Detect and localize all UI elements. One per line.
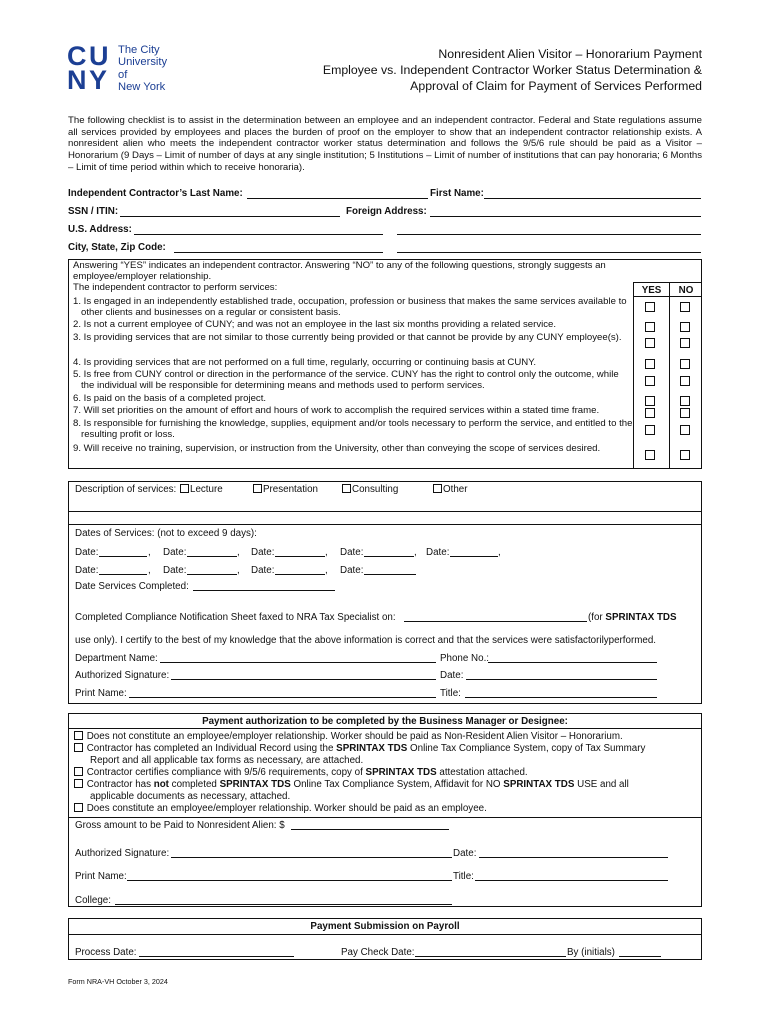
- option-not-employee[interactable]: [74, 731, 623, 743]
- cuny-logo-text: [118, 44, 167, 94]
- gross-amount-field[interactable]: [291, 829, 449, 830]
- payroll-heading: Payment Submission on Payroll: [310, 921, 460, 932]
- date-label: Date:: [251, 565, 275, 576]
- city-state-zip-label: City, State, Zip Code:: [68, 242, 166, 253]
- pay-check-date-label: Pay Check Date:: [341, 947, 415, 958]
- question-5: 5. Is free from CUNY control or direction in the performance of the service. CUNY has the right to control only the outcome, while the individual will be responsible for determining means and methods used to perform services.: [73, 369, 619, 391]
- title-field[interactable]: [465, 697, 657, 698]
- us-address-field[interactable]: [134, 234, 383, 235]
- consulting-checkbox[interactable]: [342, 484, 351, 493]
- other-label: Other: [443, 484, 468, 495]
- q3-yes-checkbox[interactable]: [645, 338, 655, 348]
- first-name-label: First Name:: [430, 188, 484, 199]
- q8-yes-checkbox[interactable]: [645, 425, 655, 435]
- presentation-label: Presentation: [263, 484, 319, 495]
- question-4: 4. Is providing services that are not performed on a full time, regularly, occurring or continuing basis at CUNY.: [73, 357, 537, 368]
- dates-of-services-label: Dates of Services: (not to exceed 9 days):: [75, 528, 257, 539]
- service-date-4-field[interactable]: [364, 556, 414, 557]
- date-separator: ,: [148, 547, 151, 558]
- logo-letter-y: Y: [89, 65, 107, 95]
- date-label: Date:: [251, 547, 275, 558]
- date-label: Date:: [75, 565, 99, 576]
- service-date-3-field[interactable]: [275, 556, 325, 557]
- question-6: 6. Is paid on the basis of a completed project.: [73, 393, 267, 404]
- not-text: not: [153, 779, 169, 790]
- not-completed-text-line2: applicable documents as necessary, attached.: [90, 791, 291, 802]
- q2-yes-checkbox[interactable]: [645, 322, 655, 332]
- payment-auth-print-name-label: Print Name:: [75, 871, 127, 882]
- not-completed-text: Contractor has: [86, 779, 154, 790]
- question-8: 8. Is responsible for furnishing the knowledge, supplies, equipment and/or tools necessary to perform the service, and entitled to the resulting profit or loss.: [73, 418, 633, 440]
- payment-auth-print-name-field[interactable]: [127, 880, 452, 881]
- individual-record-text: Contractor has completed an Individual Record using the: [86, 743, 337, 754]
- q7-no-checkbox[interactable]: [680, 408, 690, 418]
- by-initials-label: By (initials): [567, 947, 615, 958]
- individual-record-text-tail: Online Tax Compliance System, copy of Tax Summary: [407, 743, 646, 754]
- service-date-9-field[interactable]: [364, 574, 416, 575]
- date-separator: ,: [237, 565, 240, 576]
- foreign-address-field-line3[interactable]: [397, 252, 701, 253]
- date-services-completed-label: Date Services Completed:: [75, 581, 189, 592]
- payment-auth-date-label: Date:: [453, 848, 477, 859]
- individual-record-checkbox[interactable]: [74, 743, 83, 752]
- sprintax-tds-text: SPRINTAX TDS: [336, 743, 408, 754]
- payroll-heading-divider: [68, 934, 702, 935]
- service-date-8-field[interactable]: [275, 574, 325, 575]
- logo-letter-n: N: [67, 65, 86, 95]
- date-label: Date:: [163, 547, 187, 558]
- service-date-2-field[interactable]: [187, 556, 237, 557]
- individual-record-text-line2: Report and all applicable tax forms as necessary, are attached.: [90, 755, 364, 766]
- yes-column-header: YES: [641, 285, 662, 296]
- not-completed-mid: completed: [168, 779, 220, 790]
- process-date-label: Process Date:: [75, 947, 137, 958]
- title-label: Title:: [440, 688, 461, 699]
- yes-no-header-top: [633, 282, 702, 283]
- is-employee-text: Does constitute an employee/employer relationship. Worker should be paid as an employee.: [86, 803, 487, 814]
- q5-yes-checkbox[interactable]: [645, 376, 655, 386]
- college-label: College:: [75, 895, 111, 906]
- lecture-label: Lecture: [190, 484, 223, 495]
- payment-auth-heading-divider: [68, 728, 702, 729]
- not-completed-tail: USE and all: [574, 779, 629, 790]
- date-separator: ,: [414, 547, 417, 558]
- consulting-option[interactable]: [342, 484, 398, 496]
- certifies-compliance-tail: attestation attached.: [436, 767, 528, 778]
- checklist-prompt: The independent contractor to perform services:: [73, 282, 278, 293]
- header-title-line1: Nonresident Alien Visitor – Honorarium Payment: [438, 47, 702, 61]
- option-certifies-compliance[interactable]: [74, 767, 528, 779]
- payment-auth-signature-label: Authorized Signature:: [75, 848, 170, 859]
- no-column-header: NO: [678, 285, 694, 296]
- header-title-line2: Employee vs. Independent Contractor Worker Status Determination &: [322, 63, 702, 77]
- payment-auth-signature-field[interactable]: [171, 857, 452, 858]
- header-title-line3: Approval of Claim for Payment of Services Performed: [410, 79, 702, 93]
- q6-no-checkbox[interactable]: [680, 396, 690, 406]
- date-label: Date:: [75, 547, 99, 558]
- q4-no-checkbox[interactable]: [680, 359, 690, 369]
- certifies-compliance-text: Contractor certifies compliance with 9/5/6 requirements, copy of: [86, 767, 366, 778]
- certifies-compliance-checkbox[interactable]: [74, 767, 83, 776]
- consulting-label: Consulting: [352, 484, 399, 495]
- logo-text-line: New York: [118, 81, 166, 94]
- other-option[interactable]: [433, 484, 468, 496]
- last-name-label: Independent Contractor’s Last Name:: [68, 188, 243, 199]
- city-state-zip-field[interactable]: [174, 252, 383, 253]
- date-label: Date:: [163, 565, 187, 576]
- services-row-divider: [68, 511, 702, 512]
- question-1: 1. Is engaged in an independently established trade, occupation, profession or business that makes the same services available to other clients and businesses on a regular or consistent basis.: [73, 296, 627, 318]
- date-separator: ,: [237, 547, 240, 558]
- last-name-field[interactable]: [247, 198, 428, 199]
- not-completed-checkbox[interactable]: [74, 779, 83, 788]
- date-label: Date:: [426, 547, 450, 558]
- q8-no-checkbox[interactable]: [680, 425, 690, 435]
- q4-yes-checkbox[interactable]: [645, 359, 655, 369]
- payment-auth-date-field[interactable]: [479, 857, 668, 858]
- services-row-divider: [68, 524, 702, 525]
- compliance-notification-label: Completed Compliance Notification Sheet faxed to NRA Tax Specialist on:: [75, 612, 396, 623]
- service-date-6-field[interactable]: [99, 574, 147, 575]
- college-field[interactable]: [115, 904, 452, 905]
- lecture-option[interactable]: [180, 484, 223, 496]
- checklist-instruction: Answering “YES” indicates an independent contractor. Answering “NO” to any of the following questions, strongly suggests an employee/employer relationship.: [73, 260, 606, 282]
- service-date-5-field[interactable]: [450, 556, 498, 557]
- department-name-label: Department Name:: [75, 653, 158, 664]
- ssn-label: SSN / ITIN:: [68, 206, 119, 217]
- foreign-address-label: Foreign Address:: [346, 206, 427, 217]
- presentation-checkbox[interactable]: [253, 484, 262, 493]
- option-individual-record[interactable]: [74, 743, 645, 755]
- not-employee-text: Does not constitute an employee/employer relationship. Worker should be paid as Non-Resident Alien Visitor – Honorarium.: [86, 731, 623, 742]
- sprintax-tds-text: SPRINTAX TDS: [365, 767, 437, 778]
- q6-yes-checkbox[interactable]: [645, 396, 655, 406]
- q1-no-checkbox[interactable]: [680, 302, 690, 312]
- compliance-tail-text: (for: [588, 612, 606, 623]
- q5-no-checkbox[interactable]: [680, 376, 690, 386]
- first-name-field[interactable]: [484, 198, 701, 199]
- compliance-faxed-date-field[interactable]: [404, 621, 587, 622]
- description-of-services-label: Description of services:: [75, 484, 177, 495]
- pay-check-date-field[interactable]: [415, 956, 566, 957]
- sprintax-tds-text: SPRINTAX TDS: [219, 779, 291, 790]
- q2-no-checkbox[interactable]: [680, 322, 690, 332]
- certification-statement: use only). I certify to the best of my knowledge that the above information is correct and that the services were satisfactorilyperformed.: [75, 635, 657, 646]
- q3-no-checkbox[interactable]: [680, 338, 690, 348]
- yes-column-divider: [633, 282, 634, 469]
- date-separator: ,: [498, 547, 501, 558]
- foreign-address-field-line2[interactable]: [397, 234, 701, 235]
- cuny-logo-mark: [67, 41, 113, 95]
- logo-letter-c: C: [67, 41, 86, 71]
- signature-date-field[interactable]: [466, 679, 657, 680]
- date-separator: ,: [325, 565, 328, 576]
- date-separator: ,: [148, 565, 151, 576]
- print-name-label: Print Name:: [75, 688, 127, 699]
- q7-yes-checkbox[interactable]: [645, 408, 655, 418]
- ssn-field[interactable]: [120, 216, 340, 217]
- option-is-employee[interactable]: [74, 803, 487, 815]
- date-services-completed-field[interactable]: [193, 590, 335, 591]
- phone-number-label: Phone No.:: [440, 653, 490, 664]
- authorized-signature-field[interactable]: [171, 679, 436, 680]
- date-label: Date:: [340, 547, 364, 558]
- logo-letter-u: U: [89, 41, 108, 71]
- form-footer: Form NRA-VH October 3, 2024: [68, 977, 168, 986]
- sprintax-tds-text: SPRINTAX TDS: [503, 779, 575, 790]
- signature-date-label: Date:: [440, 670, 464, 681]
- q9-no-checkbox[interactable]: [680, 450, 690, 460]
- not-employee-checkbox[interactable]: [74, 731, 83, 740]
- option-not-completed[interactable]: [74, 779, 629, 791]
- authorized-signature-label: Authorized Signature:: [75, 670, 170, 681]
- us-address-label: U.S. Address:: [68, 224, 132, 235]
- service-date-1-field[interactable]: [99, 556, 147, 557]
- print-name-field[interactable]: [129, 697, 436, 698]
- by-initials-field[interactable]: [619, 956, 661, 957]
- intro-paragraph: The following checklist is to assist in the determination between an employee and an independent contractor. Federal and State regulations assume all services provided by employees and places the burden of proof on the employer to show that an independent contractor relationship exists. A nonresident alien who meets the independent contractor worker status determination and follows the 9/5/6 rule should be paid as a Visitor – Honorarium (9 Days – Limit of number of days at any single institution; 5 Institutions – Limit of number of institutions that can pay honoraria; 6 Months – Limit of time period within which to receive honoraria).: [68, 115, 702, 173]
- question-2: 2. Is not a current employee of CUNY; and was not an employee in the last six months providing a related service.: [73, 319, 557, 330]
- logo-text-line: University: [118, 56, 168, 69]
- compliance-tail: [588, 612, 677, 624]
- payment-auth-heading: Payment authorization to be completed by the Business Manager or Designee:: [202, 716, 568, 727]
- department-name-field[interactable]: [160, 662, 436, 663]
- sprintax-tds-text: SPRINTAX TDS: [605, 612, 677, 623]
- q1-yes-checkbox[interactable]: [645, 302, 655, 312]
- foreign-address-field[interactable]: [430, 216, 701, 217]
- presentation-option[interactable]: [253, 484, 318, 496]
- service-date-7-field[interactable]: [187, 574, 237, 575]
- process-date-field[interactable]: [139, 956, 294, 957]
- date-separator: ,: [325, 547, 328, 558]
- date-label: Date:: [340, 565, 364, 576]
- payment-auth-options-divider: [68, 817, 702, 818]
- question-7: 7. Will set priorities on the amount of effort and hours of work to accomplish the required services within a stated time frame.: [73, 405, 600, 416]
- phone-number-field[interactable]: [488, 662, 657, 663]
- no-column-divider: [669, 282, 670, 469]
- lecture-checkbox[interactable]: [180, 484, 189, 493]
- q9-yes-checkbox[interactable]: [645, 450, 655, 460]
- is-employee-checkbox[interactable]: [74, 803, 83, 812]
- not-completed-mid2: Online Tax Compliance System, Affidavit for NO: [290, 779, 504, 790]
- logo-text-line: of: [118, 68, 128, 81]
- question-3: 3. Is providing services that are not similar to those currently being provided or that cannot be provide by any CUNY employee(s).: [73, 332, 622, 343]
- other-checkbox[interactable]: [433, 484, 442, 493]
- payment-auth-title-label: Title:: [453, 871, 474, 882]
- gross-amount-label: Gross amount to be Paid to Nonresident Alien: $: [75, 820, 285, 831]
- payment-auth-title-field[interactable]: [475, 880, 668, 881]
- question-9: 9. Will receive no training, supervision, or instruction from the University, other than conveying the scope of services desired.: [73, 443, 601, 454]
- logo-text-line: The City: [118, 44, 160, 56]
